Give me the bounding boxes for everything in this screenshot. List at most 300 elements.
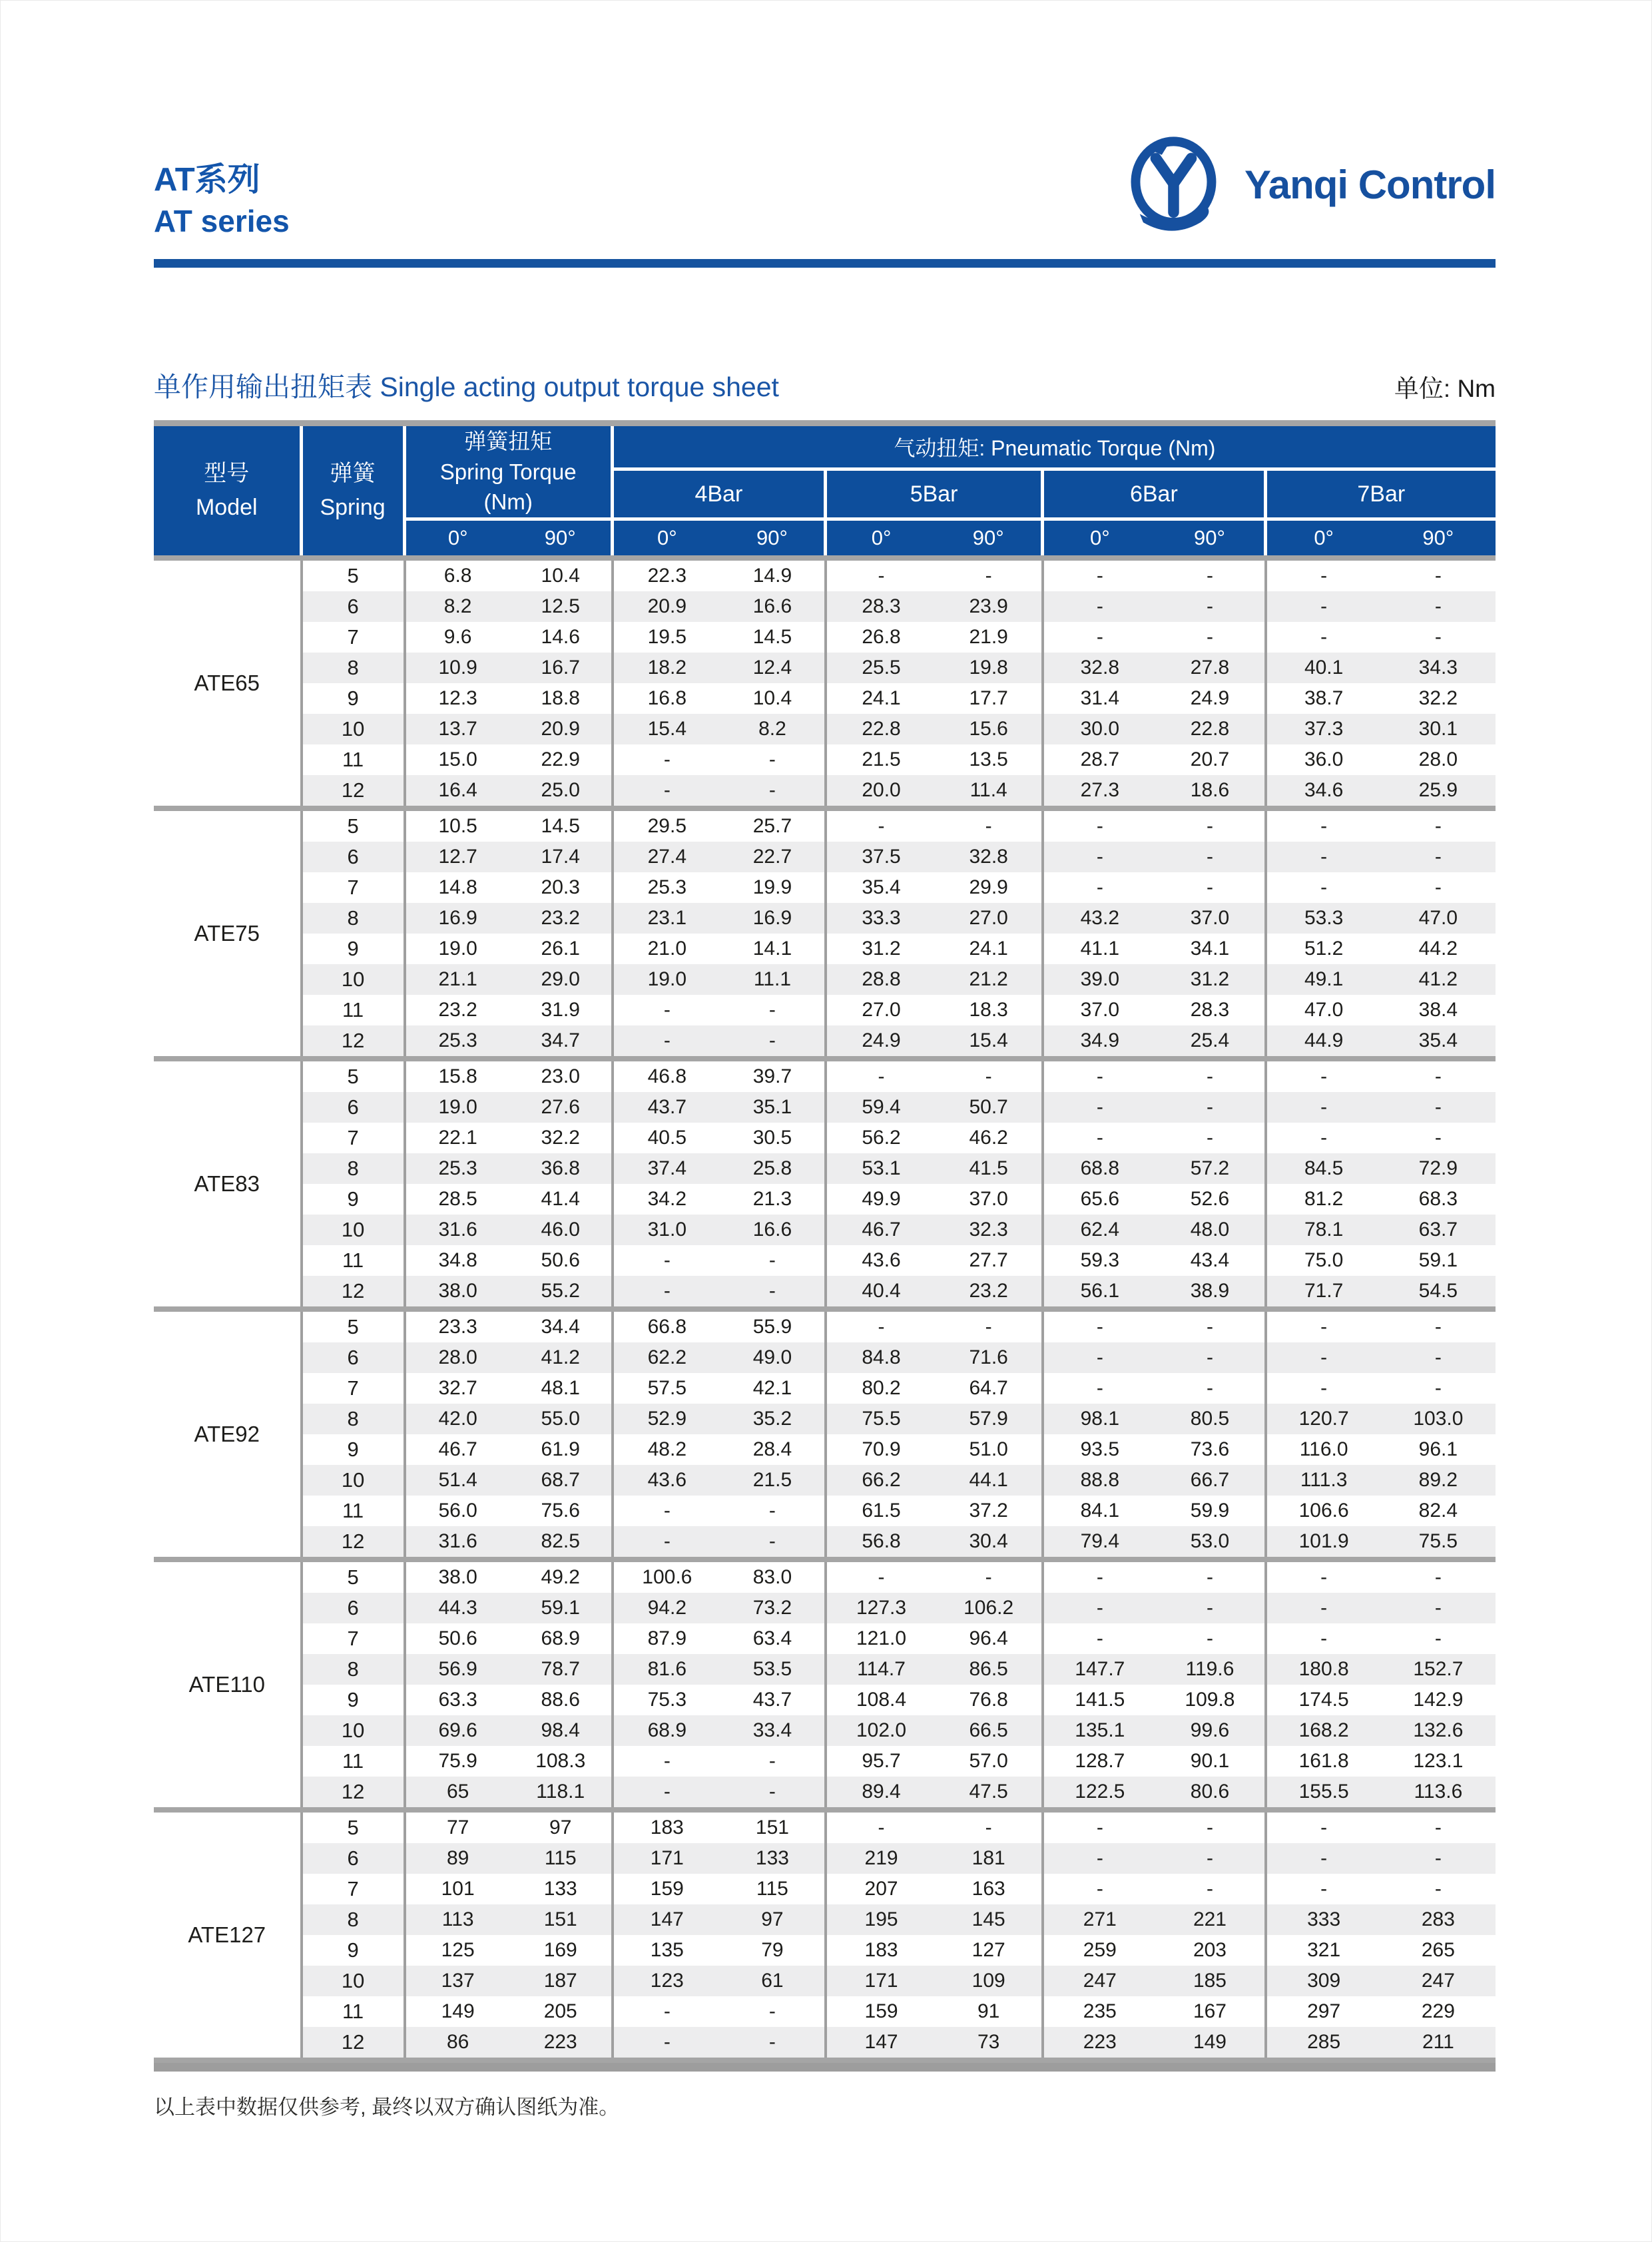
spring-cell: 12: [303, 1276, 406, 1306]
sheet-title-row: [154, 365, 1496, 404]
torque-value-cell: 29.0: [510, 964, 614, 995]
torque-value-cell: 97: [510, 1813, 614, 1843]
torque-value-cell: 56.1: [1044, 1276, 1155, 1306]
torque-value-cell: 15.4: [936, 1025, 1044, 1056]
torque-value-cell: 14.6: [510, 622, 614, 653]
torque-value-cell: 27.4: [614, 842, 720, 872]
torque-value-cell: 23.9: [936, 591, 1044, 622]
torque-value-cell: 75.9: [438, 1749, 477, 1772]
torque-row: [154, 1593, 1496, 1623]
torque-value-cell: -: [1381, 1092, 1496, 1123]
torque-value-cell: 223: [1044, 2027, 1155, 2058]
torque-value-cell: 26.8: [862, 625, 901, 648]
group-separator: [154, 555, 1496, 561]
torque-value-cell: 19.0: [406, 1092, 510, 1123]
model-cell: ATE65: [154, 561, 303, 806]
torque-value-cell: 30.0: [1044, 714, 1155, 744]
torque-value-cell: 133: [720, 1843, 827, 1874]
torque-value-cell: 42.0: [406, 1404, 510, 1434]
header-spring-torque: 弹簧扭矩 Spring Torque (Nm): [406, 426, 614, 521]
torque-value-cell: 59.4: [827, 1092, 936, 1123]
torque-value-cell: 115: [720, 1874, 827, 1904]
torque-value-cell: 181: [936, 1843, 1044, 1874]
torque-value-cell: -: [1320, 1877, 1328, 1900]
torque-value-cell: -: [1155, 1373, 1266, 1404]
spring-cell: 9: [303, 1935, 406, 1966]
torque-value-cell: 27.0: [936, 903, 1044, 934]
torque-value-cell: -: [720, 1245, 827, 1276]
torque-value-cell: 28.8: [827, 964, 936, 995]
torque-value-cell: -: [936, 1312, 1044, 1342]
torque-value-cell: -: [1155, 1061, 1266, 1092]
torque-value-cell: 63.3: [438, 1688, 477, 1711]
torque-value-cell: 115: [510, 1843, 614, 1874]
torque-value-cell: 22.3: [647, 564, 687, 587]
torque-value-cell: 103.0: [1381, 1404, 1496, 1434]
series-title-en: AT series: [154, 204, 290, 239]
torque-value-cell: 56.2: [862, 1126, 901, 1149]
sheet-title-en: Single acting output torque sheet: [380, 372, 779, 402]
torque-value-cell: 51.0: [936, 1434, 1044, 1465]
torque-value-cell: -: [1155, 622, 1266, 653]
torque-value-cell: 6.8: [443, 564, 472, 587]
torque-value-cell: 61.9: [510, 1434, 614, 1465]
torque-value-cell: 75.6: [510, 1496, 614, 1526]
torque-value-cell: 169: [510, 1935, 614, 1966]
torque-value-cell: 10.9: [406, 653, 510, 683]
sheet-title-zh: 单作用输出扭矩表: [154, 372, 372, 402]
spring-cell: 7: [303, 1123, 406, 1153]
torque-value-cell: 84.1: [1080, 1499, 1119, 1522]
torque-value-cell: 48.1: [510, 1373, 614, 1404]
torque-value-cell: 37.5: [827, 842, 936, 872]
torque-value-cell: 12.7: [406, 842, 510, 872]
torque-value-cell: 12.3: [438, 687, 477, 709]
torque-value-cell: -: [1044, 591, 1155, 622]
torque-value-cell: 30.4: [936, 1526, 1044, 1557]
torque-value-cell: 93.5: [1080, 1438, 1119, 1460]
torque-value-cell: 43.6: [614, 1465, 720, 1496]
torque-row: [154, 1496, 1496, 1526]
torque-value-cell: 78.1: [1267, 1215, 1381, 1245]
torque-value-cell: 25.0: [510, 775, 614, 806]
spring-cell: 8: [303, 1153, 406, 1184]
torque-value-cell: 19.0: [614, 964, 720, 995]
spring-cell: 10: [303, 1215, 406, 1245]
torque-value-cell: -: [936, 561, 1044, 591]
torque-value-cell: 25.7: [720, 811, 827, 842]
torque-value-cell: 31.2: [862, 937, 901, 960]
torque-value-cell: -: [1096, 876, 1103, 898]
torque-value-cell: 50.7: [936, 1092, 1044, 1123]
torque-value-cell: -: [1267, 1843, 1381, 1874]
torque-value-cell: 167: [1155, 1996, 1266, 2027]
torque-value-cell: 84.5: [1267, 1153, 1381, 1184]
torque-value-cell: 38.0: [406, 1276, 510, 1306]
torque-value-cell: 19.5: [647, 625, 687, 648]
angle-header-cell: 90°: [1381, 521, 1496, 555]
torque-value-cell: 44.1: [936, 1465, 1044, 1496]
spring-cell: 10: [303, 1715, 406, 1746]
torque-value-cell: 56.0: [438, 1499, 477, 1522]
torque-value-cell: 61: [720, 1966, 827, 1996]
header-spring-zh: 弹簧: [330, 460, 376, 486]
torque-value-cell: 137: [406, 1966, 510, 1996]
torque-value-cell: -: [1381, 591, 1496, 622]
torque-value-cell: -: [1267, 842, 1381, 872]
torque-value-cell: 26.1: [510, 934, 614, 964]
torque-value-cell: -: [720, 775, 827, 806]
torque-value-cell: 16.9: [406, 903, 510, 934]
torque-value-cell: 31.2: [1155, 964, 1266, 995]
torque-value-cell: 27.3: [1044, 775, 1155, 806]
torque-value-cell: -: [1434, 1065, 1442, 1087]
torque-value-cell: 123: [614, 1966, 720, 1996]
torque-value-cell: 109: [936, 1966, 1044, 1996]
spring-cell: 10: [303, 1966, 406, 1996]
torque-value-cell: -: [720, 2027, 827, 2058]
torque-value-cell: 79.4: [1044, 1526, 1155, 1557]
torque-value-cell: 37.4: [614, 1153, 720, 1184]
torque-value-cell: -: [1155, 1593, 1266, 1623]
spring-cell: 11: [303, 1746, 406, 1777]
torque-value-cell: 43.6: [862, 1249, 901, 1271]
torque-value-cell: 79: [720, 1935, 827, 1966]
torque-value-cell: -: [614, 1025, 720, 1056]
table-header: [154, 426, 1496, 555]
header-spring: [303, 426, 406, 555]
torque-value-cell: 147.7: [1044, 1654, 1155, 1685]
torque-value-cell: -: [1155, 842, 1266, 872]
torque-value-cell: 113: [406, 1904, 510, 1935]
torque-value-cell: 49.0: [720, 1342, 827, 1373]
group-separator: [154, 1056, 1496, 1061]
torque-value-cell: 61.5: [862, 1499, 901, 1522]
torque-value-cell: 23.2: [936, 1276, 1044, 1306]
torque-value-cell: 221: [1155, 1904, 1266, 1935]
torque-value-cell: 28.3: [827, 591, 936, 622]
torque-value-cell: 57.0: [936, 1746, 1044, 1777]
torque-value-cell: 21.3: [720, 1184, 827, 1215]
torque-value-cell: 59.1: [1418, 1249, 1458, 1271]
torque-value-cell: -: [1434, 1627, 1442, 1649]
torque-value-cell: 38.0: [438, 1565, 477, 1588]
spring-cell: 9: [303, 934, 406, 964]
unit-label: 单位: Nm: [1394, 375, 1496, 402]
torque-value-cell: 55.9: [720, 1312, 827, 1342]
torque-value-cell: 12.4: [720, 653, 827, 683]
torque-value-cell: 27.0: [862, 998, 901, 1021]
spring-cell: 7: [303, 1874, 406, 1904]
torque-value-cell: 55.0: [510, 1404, 614, 1434]
torque-value-cell: 46.8: [647, 1065, 687, 1087]
torque-value-cell: 28.3: [1155, 995, 1266, 1025]
torque-value-cell: -: [1320, 1376, 1328, 1399]
torque-value-cell: 31.4: [1080, 687, 1119, 709]
spring-cell: 12: [303, 2027, 406, 2058]
torque-value-cell: -: [936, 1562, 1044, 1593]
torque-value-cell: 68.3: [1418, 1187, 1458, 1210]
torque-value-cell: 247: [1381, 1966, 1496, 1996]
torque-value-cell: 19.8: [936, 653, 1044, 683]
torque-value-cell: -: [1155, 1092, 1266, 1123]
torque-value-cell: -: [720, 1526, 827, 1557]
torque-row: [154, 1434, 1496, 1465]
spring-cell: 5: [303, 1562, 406, 1593]
torque-row: [154, 653, 1496, 683]
torque-value-cell: -: [1155, 1312, 1266, 1342]
torque-value-cell: 174.5: [1298, 1688, 1349, 1711]
torque-value-cell: 135: [650, 1938, 684, 1961]
torque-value-cell: 14.5: [510, 811, 614, 842]
torque-value-cell: 9.6: [443, 625, 472, 648]
torque-value-cell: -: [1096, 625, 1103, 648]
torque-value-cell: -: [1320, 564, 1328, 587]
torque-row: [154, 1465, 1496, 1496]
torque-value-cell: 73.2: [720, 1593, 827, 1623]
torque-value-cell: 86: [406, 2027, 510, 2058]
torque-value-cell: 89.2: [1381, 1465, 1496, 1496]
torque-value-cell: 59.9: [1155, 1496, 1266, 1526]
torque-value-cell: 53.5: [720, 1654, 827, 1685]
torque-value-cell: 159: [650, 1877, 684, 1900]
torque-value-cell: -: [614, 1777, 720, 1807]
spring-cell: 12: [303, 1526, 406, 1557]
torque-value-cell: -: [1155, 1813, 1266, 1843]
torque-row: [154, 591, 1496, 622]
angle-header-cell: 0°: [406, 521, 510, 555]
torque-value-cell: 127.3: [827, 1593, 936, 1623]
torque-value-cell: 152.7: [1381, 1654, 1496, 1685]
torque-value-cell: 44.9: [1267, 1025, 1381, 1056]
torque-value-cell: 37.2: [936, 1496, 1044, 1526]
torque-value-cell: -: [663, 2000, 671, 2022]
torque-value-cell: 99.6: [1155, 1715, 1266, 1746]
model-cell: ATE75: [154, 811, 303, 1056]
torque-value-cell: -: [1044, 1092, 1155, 1123]
spring-cell: 5: [303, 811, 406, 842]
torque-value-cell: 283: [1381, 1904, 1496, 1935]
torque-row: [154, 1813, 1496, 1843]
torque-value-cell: 32.8: [1044, 653, 1155, 683]
torque-value-cell: -: [1267, 1593, 1381, 1623]
torque-value-cell: 33.4: [720, 1715, 827, 1746]
torque-value-cell: 44.2: [1418, 937, 1458, 960]
torque-value-cell: 21.5: [720, 1465, 827, 1496]
torque-value-cell: 132.6: [1381, 1715, 1496, 1746]
torque-value-cell: -: [1096, 1565, 1103, 1588]
torque-value-cell: 25.3: [647, 876, 687, 898]
torque-row: [154, 1996, 1496, 2027]
torque-value-cell: 22.8: [827, 714, 936, 744]
torque-value-cell: -: [1096, 564, 1103, 587]
torque-value-cell: 43.2: [1044, 903, 1155, 934]
torque-value-cell: -: [1155, 811, 1266, 842]
torque-row: [154, 1276, 1496, 1306]
spring-cell: 5: [303, 1061, 406, 1092]
torque-value-cell: 235: [1083, 2000, 1117, 2022]
torque-value-cell: 223: [510, 2027, 614, 2058]
torque-value-cell: 38.4: [1418, 998, 1458, 1021]
torque-value-cell: 57.9: [936, 1404, 1044, 1434]
torque-value-cell: -: [936, 1813, 1044, 1843]
torque-value-cell: 49.1: [1267, 964, 1381, 995]
model-cell: ATE83: [154, 1061, 303, 1306]
torque-value-cell: 89.4: [827, 1777, 936, 1807]
torque-value-cell: 24.9: [1155, 683, 1266, 714]
torque-value-cell: 37.0: [1155, 903, 1266, 934]
torque-value-cell: 63.7: [1381, 1215, 1496, 1245]
torque-value-cell: -: [1320, 1816, 1328, 1838]
spring-cell: 9: [303, 1184, 406, 1215]
torque-value-cell: 68.7: [510, 1465, 614, 1496]
torque-row: [154, 1562, 1496, 1593]
torque-value-cell: -: [1381, 1593, 1496, 1623]
torque-value-cell: 40.4: [827, 1276, 936, 1306]
torque-value-cell: -: [1155, 1123, 1266, 1153]
torque-value-cell: 52.9: [614, 1404, 720, 1434]
torque-value-cell: 48.0: [1155, 1215, 1266, 1245]
torque-value-cell: -: [1155, 1623, 1266, 1654]
torque-value-cell: 41.1: [1080, 937, 1119, 960]
header-pneumatic-torque: 气动扭矩: Pneumatic Torque (Nm): [614, 426, 1496, 471]
torque-value-cell: 127: [936, 1935, 1044, 1966]
torque-value-cell: 34.2: [647, 1187, 687, 1210]
torque-value-cell: 37.0: [1080, 998, 1119, 1021]
torque-value-cell: 94.2: [614, 1593, 720, 1623]
torque-value-cell: 86.5: [936, 1654, 1044, 1685]
torque-value-cell: 14.8: [438, 876, 477, 898]
torque-row: [154, 1123, 1496, 1153]
torque-value-cell: 25.9: [1381, 775, 1496, 806]
torque-value-cell: 27.6: [510, 1092, 614, 1123]
torque-value-cell: 155.5: [1267, 1777, 1381, 1807]
torque-value-cell: 18.3: [936, 995, 1044, 1025]
sheet-title: [154, 365, 779, 404]
spring-cell: 9: [303, 1685, 406, 1715]
torque-value-cell: 38.7: [1304, 687, 1344, 709]
spring-cell: 5: [303, 1813, 406, 1843]
spring-cell: 9: [303, 683, 406, 714]
torque-value-cell: -: [1096, 1877, 1103, 1900]
torque-value-cell: 31.6: [406, 1215, 510, 1245]
torque-value-cell: 82.5: [510, 1526, 614, 1557]
torque-row: [154, 1215, 1496, 1245]
torque-value-cell: 12.5: [510, 591, 614, 622]
torque-value-cell: 68.9: [510, 1623, 614, 1654]
torque-value-cell: 73.6: [1155, 1434, 1266, 1465]
torque-value-cell: 80.2: [862, 1376, 901, 1399]
spring-cell: 11: [303, 1496, 406, 1526]
torque-row: [154, 1874, 1496, 1904]
torque-value-cell: 78.7: [510, 1654, 614, 1685]
header-7bar: 7Bar: [1267, 471, 1496, 520]
torque-value-cell: 24.1: [862, 687, 901, 709]
torque-row: [154, 775, 1496, 806]
torque-value-cell: -: [1155, 1342, 1266, 1373]
torque-value-cell: -: [1434, 1816, 1442, 1838]
table-bottom-bar: [154, 2063, 1496, 2072]
torque-row: [154, 964, 1496, 995]
torque-value-cell: -: [720, 1496, 827, 1526]
torque-value-cell: 41.4: [510, 1184, 614, 1215]
torque-value-cell: -: [720, 744, 827, 775]
torque-value-cell: 89: [406, 1843, 510, 1874]
header-model: [154, 426, 303, 555]
torque-value-cell: 68.8: [1044, 1153, 1155, 1184]
torque-value-cell: 83.0: [720, 1562, 827, 1593]
angle-header-cell: 0°: [614, 521, 720, 555]
torque-value-cell: 34.1: [1155, 934, 1266, 964]
torque-value-cell: 15.0: [438, 748, 477, 770]
torque-value-cell: 23.2: [438, 998, 477, 1021]
torque-value-cell: 53.3: [1267, 903, 1381, 934]
torque-row: [154, 561, 1496, 591]
torque-value-cell: 114.7: [827, 1654, 936, 1685]
torque-value-cell: 259: [1083, 1938, 1117, 1961]
torque-value-cell: 29.5: [647, 814, 687, 837]
torque-value-cell: 38.9: [1155, 1276, 1266, 1306]
torque-value-cell: 16.8: [647, 687, 687, 709]
torque-value-cell: -: [614, 1526, 720, 1557]
torque-value-cell: 52.6: [1155, 1184, 1266, 1215]
torque-value-cell: 35.2: [720, 1404, 827, 1434]
torque-value-cell: 42.1: [720, 1373, 827, 1404]
torque-value-cell: 119.6: [1155, 1654, 1266, 1685]
torque-value-cell: 49.9: [862, 1187, 901, 1210]
torque-row: [154, 1715, 1496, 1746]
torque-value-cell: 16.6: [720, 591, 827, 622]
group-separator: [154, 1807, 1496, 1813]
group-separator: [154, 1306, 1496, 1312]
torque-row: [154, 934, 1496, 964]
torque-value-cell: 14.5: [720, 622, 827, 653]
torque-value-cell: 125: [441, 1938, 475, 1961]
torque-value-cell: -: [614, 1276, 720, 1306]
torque-value-cell: 108.4: [856, 1688, 907, 1711]
torque-value-cell: 159: [864, 2000, 898, 2022]
angle-header-cell: 90°: [720, 521, 827, 555]
torque-value-cell: 41.2: [510, 1342, 614, 1373]
spring-cell: 5: [303, 561, 406, 591]
model-cell: ATE127: [154, 1813, 303, 2058]
torque-row: [154, 1245, 1496, 1276]
group-separator: [154, 2058, 1496, 2063]
torque-value-cell: 109.8: [1155, 1685, 1266, 1715]
torque-value-cell: -: [1381, 1843, 1496, 1874]
torque-row: [154, 842, 1496, 872]
torque-value-cell: 88.6: [510, 1685, 614, 1715]
torque-value-cell: 219: [827, 1843, 936, 1874]
torque-row: [154, 872, 1496, 903]
brand-logo: [1125, 131, 1496, 242]
torque-value-cell: 82.4: [1418, 1499, 1458, 1522]
series-title-zh: AT系列: [154, 161, 260, 198]
torque-value-cell: 21.5: [862, 748, 901, 770]
torque-value-cell: 18.8: [510, 683, 614, 714]
torque-value-cell: 96.4: [936, 1623, 1044, 1654]
torque-value-cell: 37.0: [936, 1184, 1044, 1215]
table-body: [154, 555, 1496, 2063]
torque-value-cell: 41.5: [936, 1153, 1044, 1184]
torque-value-cell: 171: [614, 1843, 720, 1874]
torque-value-cell: -: [1044, 842, 1155, 872]
torque-row: [154, 1373, 1496, 1404]
torque-value-cell: -: [1155, 1843, 1266, 1874]
torque-value-cell: 25.4: [1155, 1025, 1266, 1056]
spring-cell: 6: [303, 842, 406, 872]
torque-value-cell: 297: [1307, 2000, 1341, 2022]
